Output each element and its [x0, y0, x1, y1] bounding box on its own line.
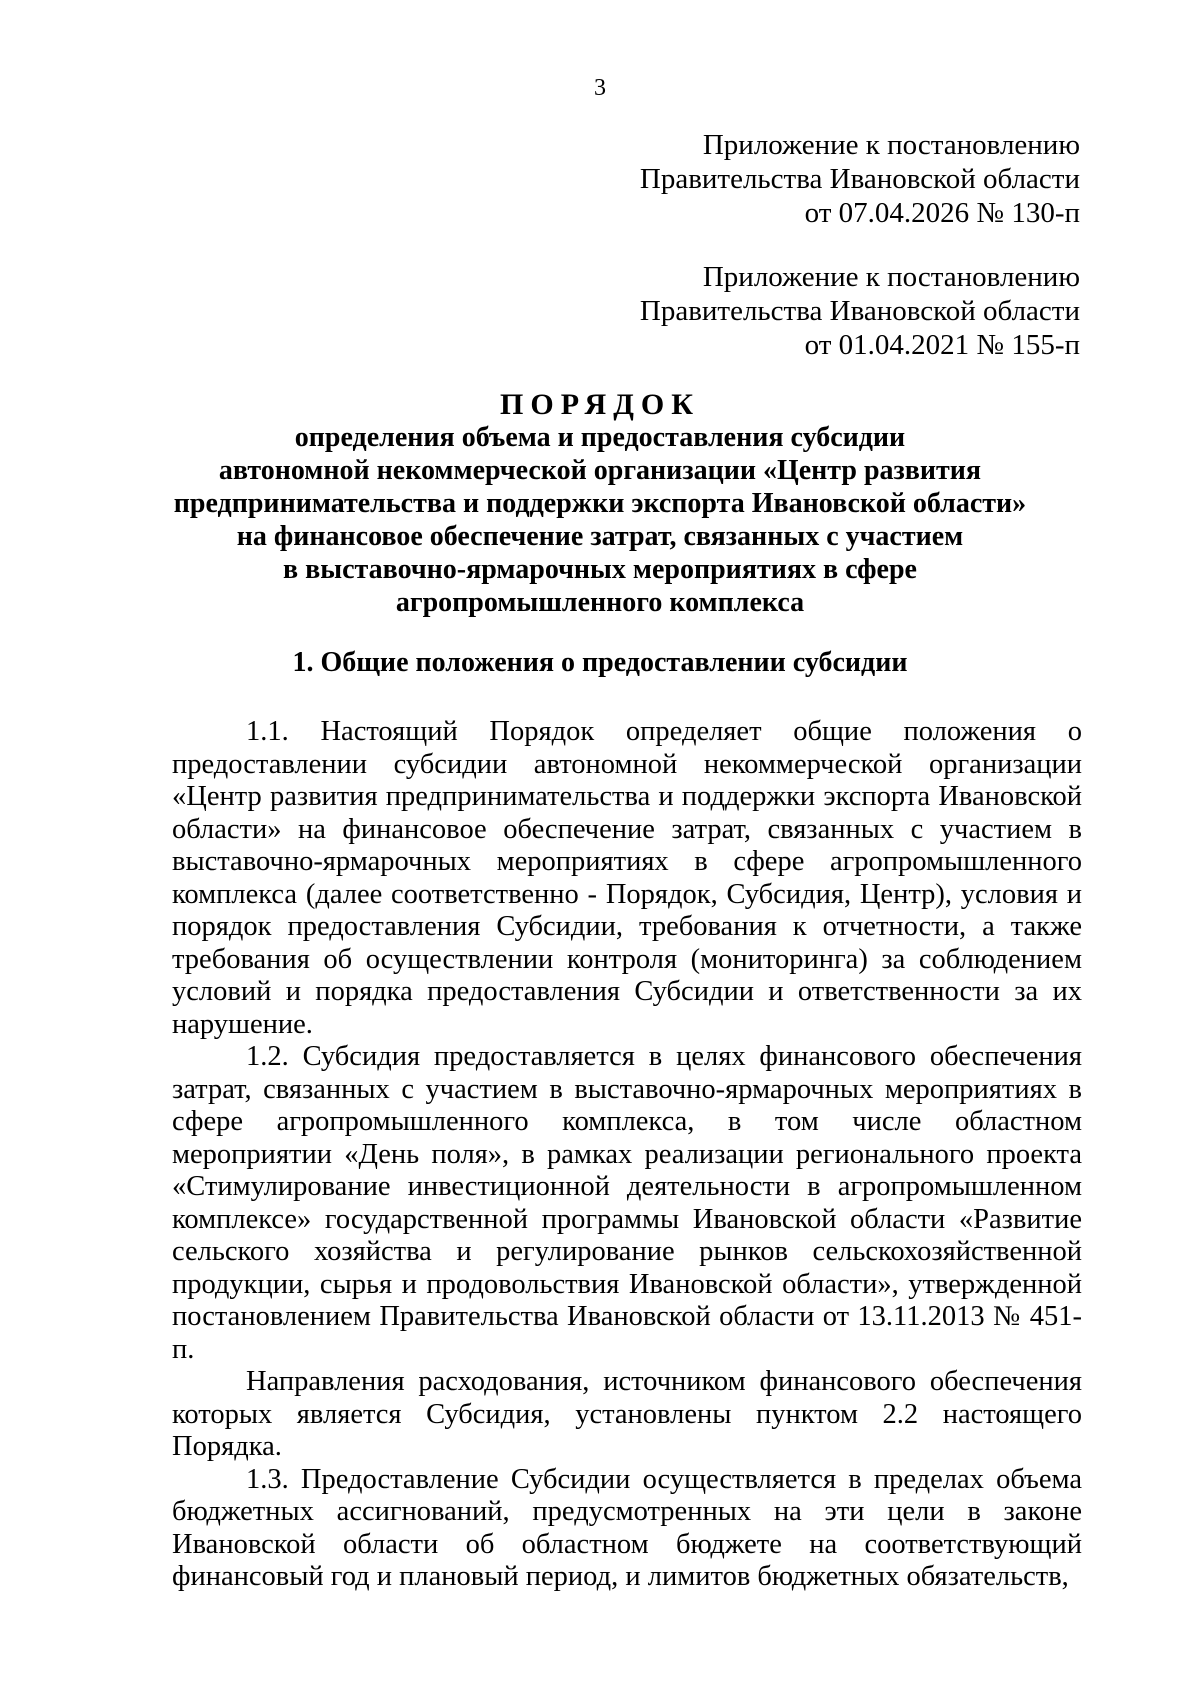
- annex-line: от 01.04.2021 № 155-п: [804, 329, 1080, 361]
- annex-line: от 07.04.2026 № 130-п: [804, 197, 1080, 229]
- title-line: в выставочно-ярмарочных мероприятиях в сфере: [283, 554, 917, 585]
- document-title: [0, 388, 1200, 619]
- title-main: ПОРЯДОК: [500, 388, 700, 421]
- title-line: предпринимательства и поддержки экспорта Ивановской области»: [173, 488, 1027, 519]
- page-number: 3: [594, 75, 606, 101]
- annex-line: Правительства Ивановской области: [639, 163, 1080, 195]
- document-body: [172, 716, 1082, 1594]
- annex-reference-original: [640, 260, 1080, 362]
- paragraph: 1.3. Предоставление Субсидии осуществляется в пределах объема бюджетных ассигнований, предусмотренных на эти цели в законе Ивановской области об областном бюджете на соответствующий финансовый год и плановый период, и лимитов бюджетных обязательств,: [172, 1463, 1082, 1592]
- annex-line: Правительства Ивановской области: [639, 295, 1080, 327]
- annex-reference-current: [640, 128, 1080, 230]
- paragraph: 1.1. Настоящий Порядок определяет общие положения о предоставлении субсидии автономной некоммерческой организации «Центр развития предпринимательства и поддержки экспорта Ивановской области» на финансовое обеспечение затрат, связанных с участием в выставочно-ярмарочных мероприятиях в сфере агропромышленного комплекса (далее соответственно - Порядок, Субсидия, Центр), условия и порядок предоставления Субсидии, требования к отчетности, а также требования об осуществлении контроля (мониторинга) за соблюдением условий и порядка предоставления Субсидии и ответственности за их нарушение.: [172, 716, 1082, 1040]
- title-line: на финансовое обеспечение затрат, связанных с участием: [236, 521, 964, 552]
- title-line: агропромышленного комплекса: [395, 587, 805, 618]
- paragraph: 1.2. Субсидия предоставляется в целях финансового обеспечения затрат, связанных с участием в выставочно-ярмарочных мероприятиях в сфере агропромышленного комплекса, в том числе областном мероприятии «День поля», в рамках реализации регионального проекта «Стимулирование инвестиционной деятельности в агропромышленном комплексе» государственной программы Ивановской области «Развитие сельского хозяйства и регулирование рынков сельскохозяйственной продукции, сырья и продовольствия Ивановской области», утвержденной постановлением Правительства Ивановской области от 13.11.2013 № 451-п.: [172, 1041, 1082, 1365]
- paragraph: Направления расходования, источником финансового обеспечения которых является Субсидия, установлены пунктом 2.2 настоящего Порядка.: [172, 1366, 1082, 1462]
- section-heading: 1. Общие положения о предоставлении субсидии: [292, 647, 908, 678]
- title-line: определения объема и предоставления субсидии: [294, 422, 906, 453]
- annex-line: Приложение к постановлению: [702, 129, 1080, 161]
- title-line: автономной некоммерческой организации «Центр развития: [218, 455, 982, 486]
- annex-line: Приложение к постановлению: [702, 261, 1080, 293]
